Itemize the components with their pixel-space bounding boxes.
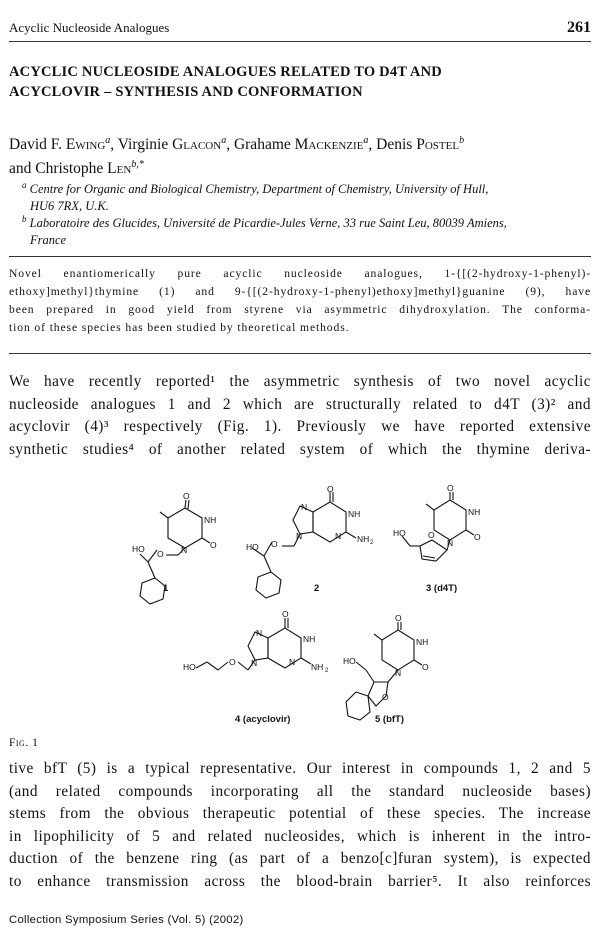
atom-label: O [382,692,389,702]
compound-label-1: 1 [163,583,169,594]
affiliation-line: HU6 7RX, U.K. [30,199,109,214]
atom-label: N [181,545,188,555]
atom-label: NH [311,662,324,672]
author-connector: and [9,160,36,178]
carbonyl-double-bond [185,500,186,508]
abstract-bottom-rule [9,353,591,354]
abstract-top-rule [9,256,591,257]
footer-series: Collection Symposium Series (Vol. 5) (2002) [9,914,244,926]
atom-label: N [301,502,308,512]
atom-label: O [395,613,402,623]
body-line: stems from the obvious therapeutic potential of these species. The increase [9,805,591,823]
author-last: Ewing [65,136,106,154]
author-list: David F. Ewing$^a$, Virginie Glacon$^a$, Grahame Mackenzie$^a$, Denis Postel$^b$ and Christophe Len$^{b,*}$ [9,135,465,178]
affiliation-b [22,211,592,249]
body-line: in lipophilicity of 5 and related nucleosides, which is inherent in the intro- [9,827,591,845]
affiliation-line: Laboratoire des Glucides, Université de Picardie-Jules Verne, 33 rue Saint Leu, 80039 Amiens, [29,216,507,231]
abstract-line: been prepared in good yield from styrene via asymmetric dihydroxylation. The conforma- [9,303,591,316]
author-first: David F. [9,136,66,154]
atom-label: O [447,483,454,493]
affiliation-sup: b [22,214,27,224]
structure-compound-1 [140,500,210,604]
atom-label: O [183,491,190,501]
atom-label: N [447,538,454,548]
atom-label: N [251,658,258,668]
abstract-line: Novel enantiomerically pure acyclic nucleoside analogues, 1-{[(2-hydroxy-1-phenyl)- [9,267,591,280]
methyl-bond [160,512,168,518]
figure-1-structures [0,483,600,730]
affiliation-line: Centre for Organic and Biological Chemistry, Department of Chemistry, University of Hull, [29,182,489,197]
author-first: Denis [376,136,417,154]
article-title [9,62,589,102]
affiliation-line: France [30,233,67,248]
atom-label: O [327,484,334,494]
author-last: Postel [416,136,460,154]
atom-label: O [474,532,481,542]
atom-label: NH [204,515,217,525]
atom-label: N [395,668,402,678]
compound-label-3: 3 (d4T) [426,583,458,594]
atom-label: O [229,657,236,667]
atom-label: HO [343,656,356,666]
abstract-line: ethoxy]methyl}thymine (1) and 9-{[(2-hydroxy-1-phenyl)ethoxy]methyl}guanine (9), have [9,285,591,298]
atom-label: N [256,628,263,638]
running-title: Acyclic Nucleoside Analogues [9,20,170,35]
compound-label-4: 4 (acyclovir) [235,714,291,725]
atom-label: N [289,657,296,667]
compound-label-2: 2 [314,583,320,594]
abstract [9,265,591,337]
atom-label: O [422,662,429,672]
author-first: Virginie [117,136,173,154]
running-head [9,19,591,41]
title-line: ACYCLIC NUCLEOSIDE ANALOGUES RELATED TO D4T AND [9,64,442,80]
atom-label: HO [132,544,145,554]
body-line: tive bfT (5) is a typical representative. Our interest in compounds 1, 2 and 5 [9,760,591,777]
body-text-top [9,371,591,461]
atom-label: O [271,539,278,549]
body-line: (and related compounds incorporating all the standard nucleoside bases) [9,782,591,800]
atom-label: NH [416,637,429,647]
affiliation-sup: a [22,180,27,190]
body-line: nucleoside analogues 1 and 2 which are structurally related to d4T (3)² and [9,395,591,413]
atom-label: N [335,531,342,541]
author-sup: b,* [131,159,144,171]
author-last: Mackenzie [294,136,364,154]
body-line: duction of the benzene ring (as part of a benzo[c]furan system), is expected [9,850,591,868]
author-sup: a [105,135,111,146]
author-sup: a [363,135,369,146]
body-text-bottom [9,758,591,894]
title-line: ACYCLOVIR – SYNTHESIS AND CONFORMATION [9,84,363,100]
atom-label: O [210,540,217,550]
atom-label: O [428,530,435,540]
figure-caption: Fig. 1 [9,737,39,749]
affiliation-a [22,177,592,215]
compound-label-5: 5 (bfT) [375,714,405,725]
atom-label: NH [348,509,361,519]
atom-label: HO [183,662,196,672]
author-sup: a [221,135,227,146]
author-first: Grahame [233,136,295,154]
body-line: We have recently reported¹ the asymmetric synthesis of two novel acyclic [9,373,591,390]
atom-label: NH [468,507,481,517]
page-number: 261 [567,19,591,36]
author-last: Len [107,160,132,178]
atom-label: N [296,531,303,541]
body-line: acyclovir (4)³ respectively (Fig. 1). Previously we have reported extensive [9,418,591,436]
abstract-line: tion of these species has been studied by theoretical methods. [9,321,350,334]
atom-label: NH [357,534,370,544]
body-line: to enhance transmission across the blood-brain barrier⁵. It also reinforces [9,872,591,890]
structure-compound-3-d4t [402,492,474,561]
atom-label: HO [393,528,406,538]
author-sup: b [459,135,465,146]
atom-label: NH [303,634,316,644]
atom-label: O [282,609,289,619]
atom-subscript: 2 [370,540,374,546]
atom-subscript: 2 [325,668,329,674]
header-rule [9,41,591,42]
atom-label: HO [246,542,259,552]
author-first: Christophe [35,160,108,178]
structure-compound-5-bft [346,622,422,720]
body-line: synthetic studies⁴ of another related system of which the thymine deriva- [9,440,591,458]
atom-label: O [157,549,164,559]
author-last: Glacon [172,136,222,154]
